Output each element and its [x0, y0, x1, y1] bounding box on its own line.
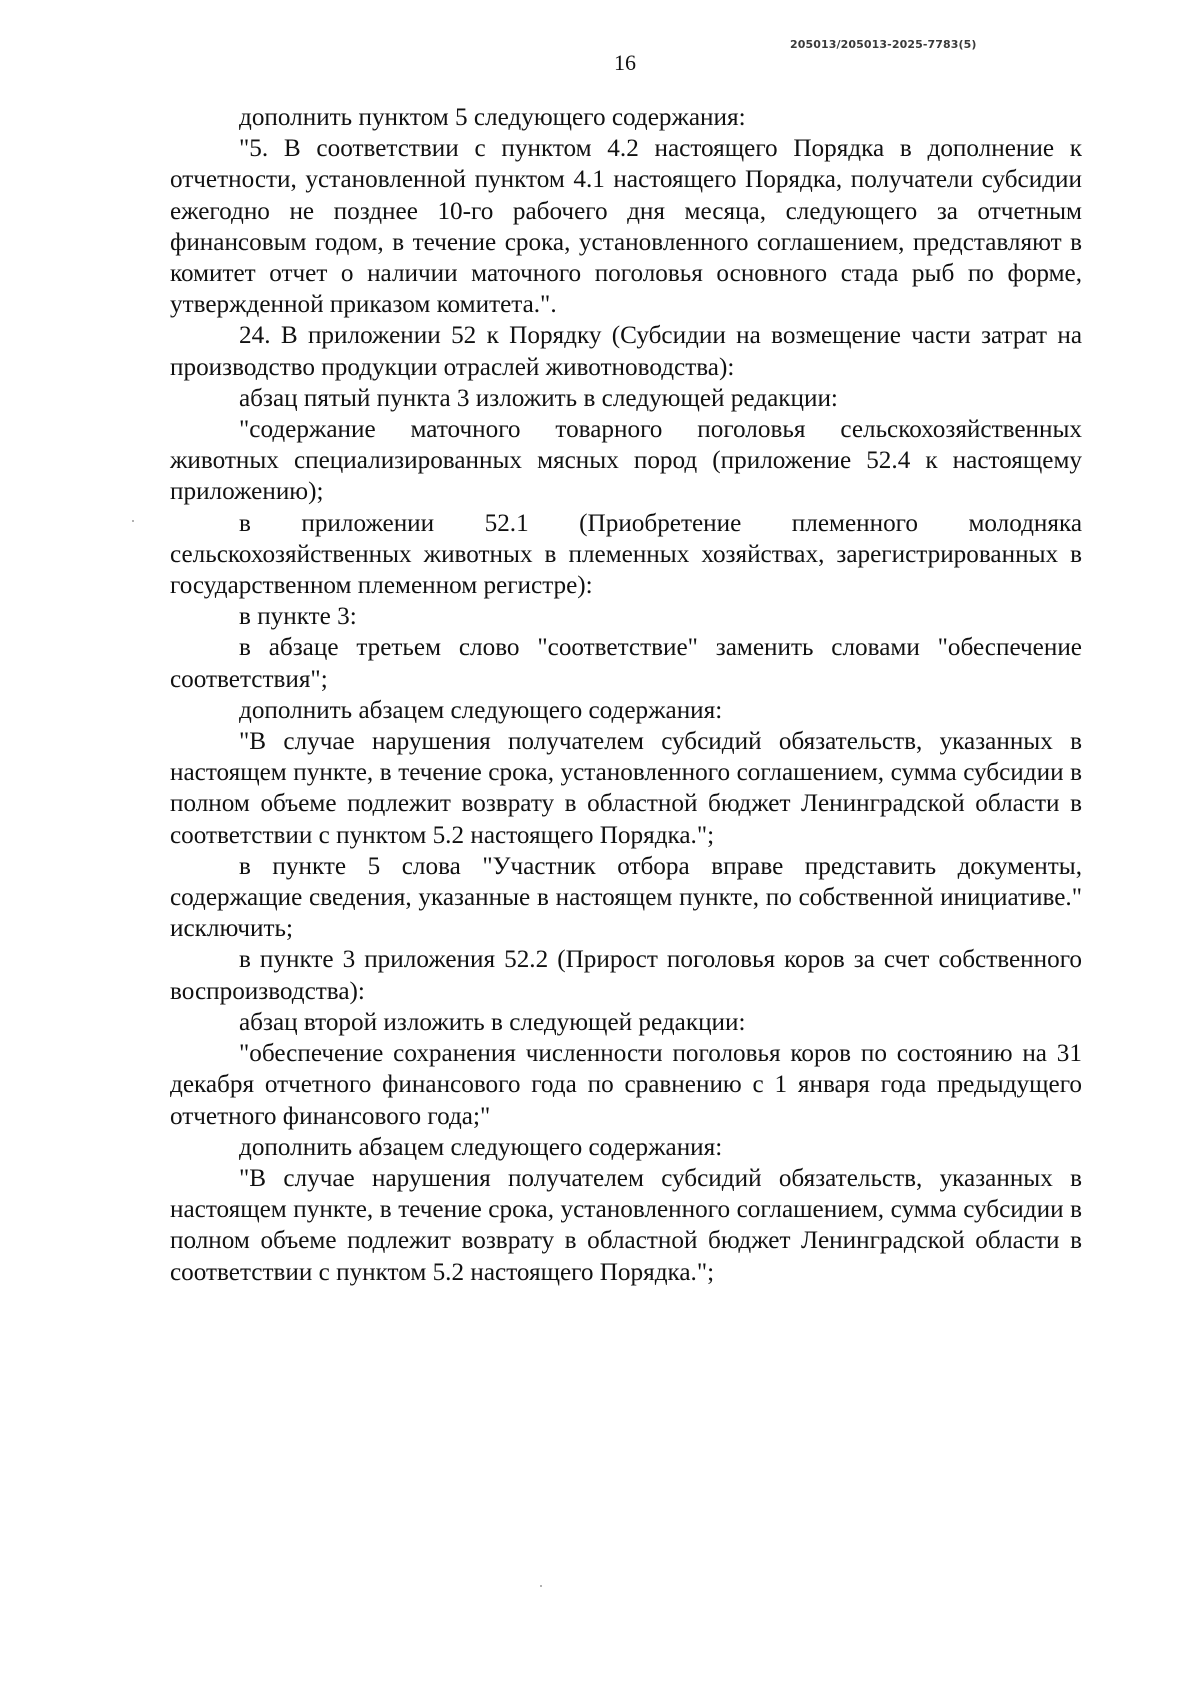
- scan-speck: [540, 1585, 542, 1587]
- paragraph: "содержание маточного товарного поголовья сельскохозяйственных животных специализированных мясных пород (приложение 52.4 к настоящему приложению);: [170, 416, 1082, 506]
- paragraph: "5. В соответствии с пунктом 4.2 настоящего Порядка в дополнение к отчетности, установленной пунктом 4.1 настоящего Порядка, получатели субсидии ежегодно не позднее 10-го рабочего дня месяца, следующего за отчетным финансовым годом, в течение срока, установленного соглашением, представляют в комитет отчет о наличии маточного поголовья основного стада рыб по форме, утвержденной приказом комитета.".: [170, 135, 1082, 319]
- paragraph: "В случае нарушения получателем субсидий обязательств, указанных в настоящем пункте, в течение срока, установленного соглашением, сумма субсидии в полном объеме подлежит возврату в областной бюджет Ленинградской области в соответствии с пунктом 5.2 настоящего Порядка.";: [170, 1164, 1082, 1286]
- document-body: [170, 102, 1082, 1288]
- paragraph: в пункте 3:: [239, 603, 357, 631]
- page-number: 16: [614, 50, 636, 75]
- paragraph: "обеспечение сохранения численности поголовья коров по состоянию на 31 декабря отчетного финансового года по сравнению с 1 января года предыдущего отчетного финансового года;": [170, 1040, 1082, 1130]
- paragraph: в абзаце третьем слово "соответствие" заменить словами "обеспечение соответствия";: [170, 634, 1082, 693]
- paragraph: в пункте 3 приложения 52.2 (Прирост поголовья коров за счет собственного воспроизводства):: [170, 946, 1082, 1005]
- paragraph: "В случае нарушения получателем субсидий обязательств, указанных в настоящем пункте, в течение срока, установленного соглашением, сумма субсидии в полном объеме подлежит возврату в областной бюджет Ленинградской области в соответствии с пунктом 5.2 настоящего Порядка.";: [170, 728, 1082, 849]
- paragraph: дополнить абзацем следующего содержания:: [239, 1133, 723, 1161]
- paragraph: дополнить пунктом 5 следующего содержания:: [239, 104, 746, 131]
- document-registration-number: 205013/205013-2025-7783(5): [790, 38, 977, 51]
- paragraph: дополнить абзацем следующего содержания:: [239, 696, 723, 724]
- paragraph: в приложении 52.1 (Приобретение племенного молодняка сельскохозяйственных животных в племенных хозяйствах, зарегистрированных в государственном племенном регистре):: [170, 509, 1082, 600]
- paragraph: в пункте 5 слова "Участник отбора вправе представить документы, содержащие сведения, указанные в настоящем пункте, по собственной инициативе." исключить;: [170, 852, 1082, 943]
- paragraph: абзац пятый пункта 3 изложить в следующей редакции:: [239, 384, 838, 412]
- paragraph: 24. В приложении 52 к Порядку (Субсидии на возмещение части затрат на производство продукции отраслей животноводства):: [170, 322, 1082, 381]
- scan-speck: [132, 520, 134, 522]
- paragraph: абзац второй изложить в следующей редакции:: [239, 1008, 746, 1036]
